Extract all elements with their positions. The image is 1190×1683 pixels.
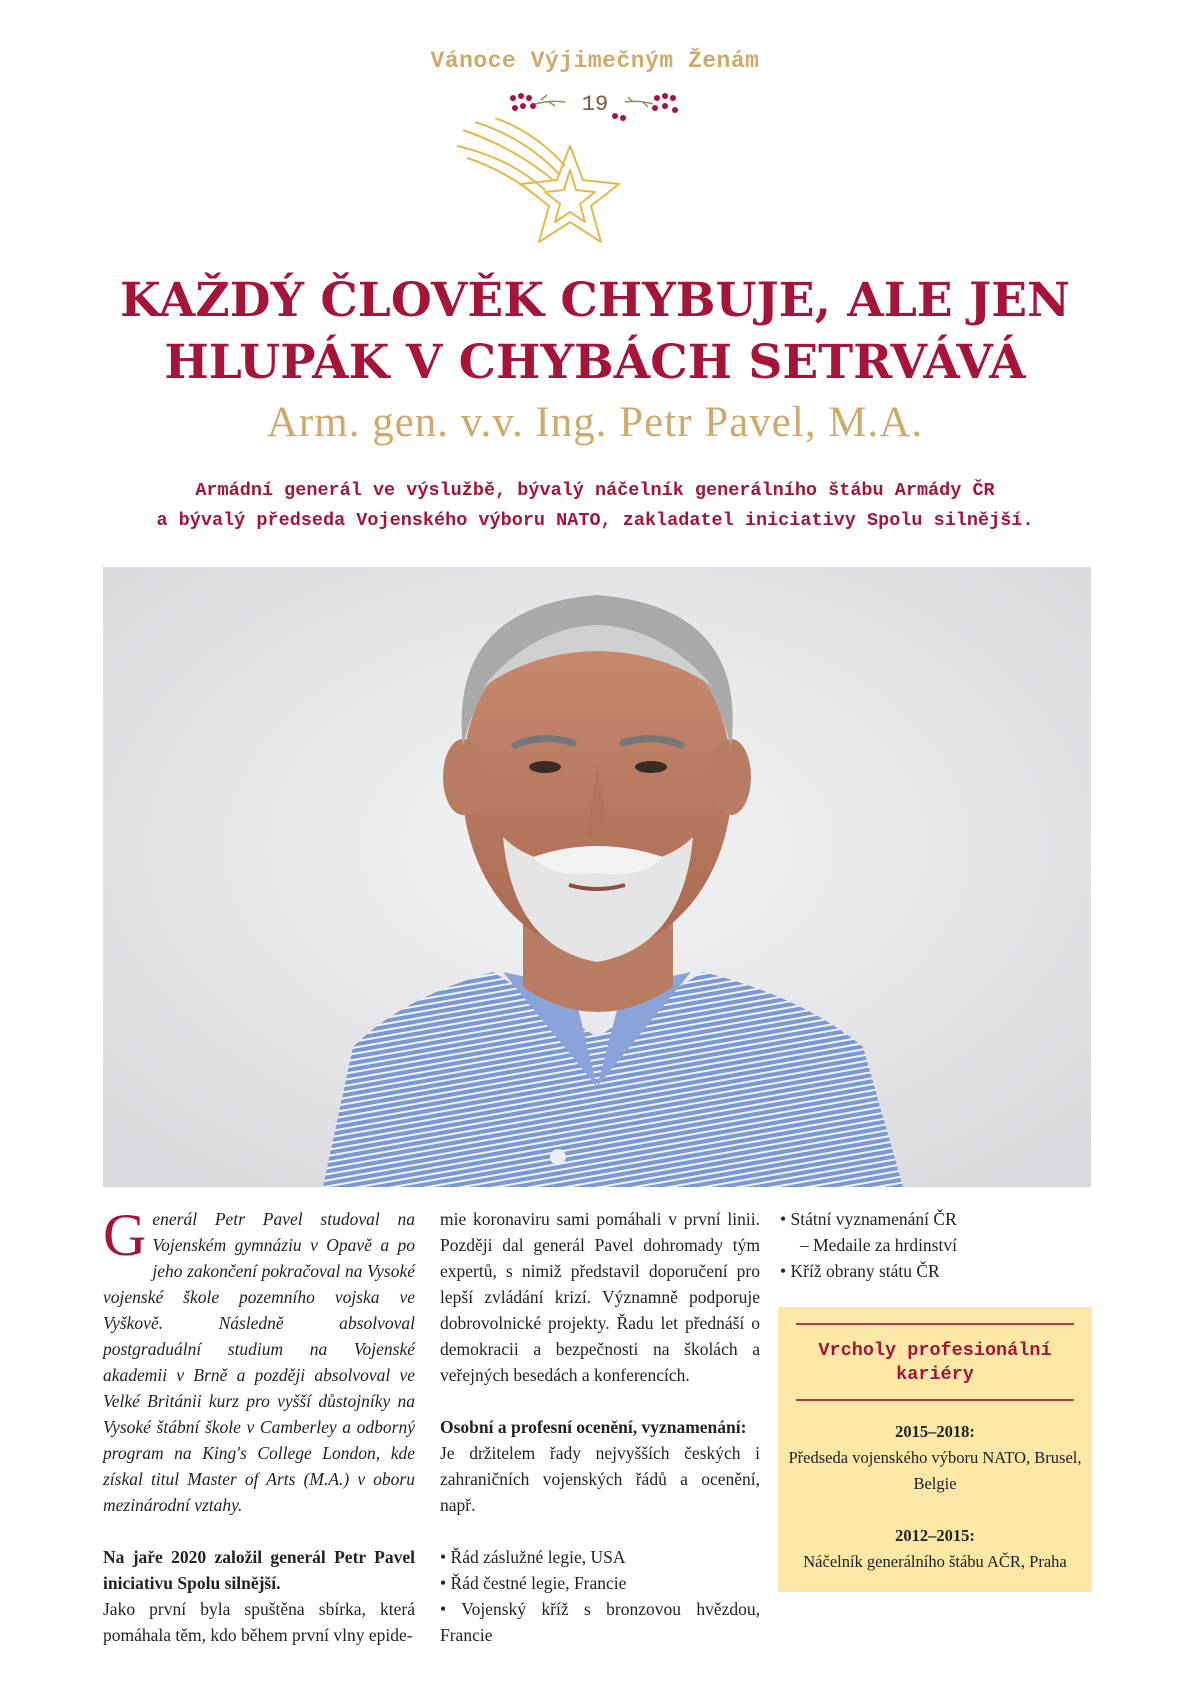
initiative-heading: Na jaře 2020 založil generál Petr Pavel iniciativu Spolu silnější. bbox=[103, 1547, 415, 1593]
column-3 bbox=[780, 1206, 1100, 1284]
list-item: • Státní vyznamenání ČR bbox=[780, 1206, 1100, 1232]
career-title-line-1: Vrcholy profesionální bbox=[818, 1340, 1052, 1361]
initiative-continuation: mie koronaviru sami pomáhali v první linii. Později dal generál Pavel dohromady tým expertů, s nimiž představil doporučení pro lepší zvládání krizí. Významně podporuje dobrovolnické projekty. Řadu let přednáší o demokracii a bezpečnosti na školách a veřejných besedách a konferencích. bbox=[440, 1209, 760, 1385]
career-highlights-box bbox=[778, 1307, 1092, 1592]
career-entries bbox=[788, 1419, 1082, 1575]
intro-line-1: Armádní generál ve výslužbě, bývalý náčelník generálního štábu Armády ČR bbox=[195, 480, 995, 501]
divider bbox=[796, 1399, 1074, 1401]
headline-line-1: KAŽDÝ ČLOVĚK CHYBUJE, ALE JEN bbox=[119, 273, 1071, 328]
column-2 bbox=[440, 1206, 760, 1648]
drop-cap: G bbox=[103, 1202, 147, 1268]
intro-text bbox=[80, 476, 1110, 536]
column-1 bbox=[103, 1202, 415, 1648]
person-name: Arm. gen. v.v. Ing. Petr Pavel, M.A. bbox=[266, 399, 924, 446]
headline-line-2: HLUPÁK V CHYBÁCH SETRVÁVÁ bbox=[164, 335, 1026, 390]
awards-list bbox=[440, 1544, 760, 1648]
bio-paragraph: enerál Petr Pavel studoval na Vojenském gymnáziu v Opavě a po jeho zakončení pokračoval na Vysoké vojenské škole pozemního vojska ve Vyškově. Následně absolvoval postgraduální studium na Vojenské akademii v Brně a později absolvoval ve Velké Británii kurz pro vyšší důstojníky na Vysoké štábní škole v Camberley a odborný program na King's College London, kde získal titul Master of Arts (M.A.) v oboru mezinárodní vztahy. bbox=[103, 1209, 415, 1515]
awards-list-continued bbox=[780, 1206, 1100, 1284]
headline bbox=[60, 270, 1130, 394]
career-title-line-2: kariéry bbox=[896, 1364, 974, 1385]
career-role: Náčelník generálního štábu AČR, Praha bbox=[803, 1552, 1067, 1571]
list-item: – Medaile za hrdinství bbox=[800, 1235, 957, 1255]
divider bbox=[796, 1323, 1074, 1325]
awards-heading: Osobní a profesní ocenění, vyznamenání: bbox=[440, 1417, 747, 1437]
portrait-photo bbox=[103, 567, 1091, 1187]
intro-line-2: a bývalý předseda Vojenského výboru NATO, zakladatel iniciativy Spolu silnější. bbox=[156, 510, 1034, 531]
career-years: 2012–2015: bbox=[895, 1526, 975, 1545]
list-item: • Řád záslužné legie, USA bbox=[440, 1544, 760, 1570]
awards-intro: Je držitelem řady nejvyšších českých i zahraničních vojenských řádů a ocenění, např. bbox=[440, 1443, 760, 1515]
list-item: • Vojenský kříž s bronzovou hvězdou, Francie bbox=[440, 1596, 760, 1648]
list-item: • Řád čestné legie, Francie bbox=[440, 1570, 760, 1596]
list-item: • Kříž obrany státu ČR bbox=[780, 1258, 1100, 1284]
shooting-star-icon bbox=[455, 118, 655, 268]
issue-number: 19 bbox=[581, 92, 609, 117]
series-title: Vánoce Výjimečným Ženám bbox=[430, 48, 760, 74]
career-box-title bbox=[778, 1339, 1092, 1387]
career-role: Předseda vojenského výboru NATO, Brusel, Belgie bbox=[788, 1448, 1082, 1493]
initiative-paragraph: Jako první byla spuštěna sbírka, která pomáhala těm, kdo během první vlny epide- bbox=[103, 1599, 415, 1645]
career-years: 2015–2018: bbox=[895, 1422, 975, 1441]
